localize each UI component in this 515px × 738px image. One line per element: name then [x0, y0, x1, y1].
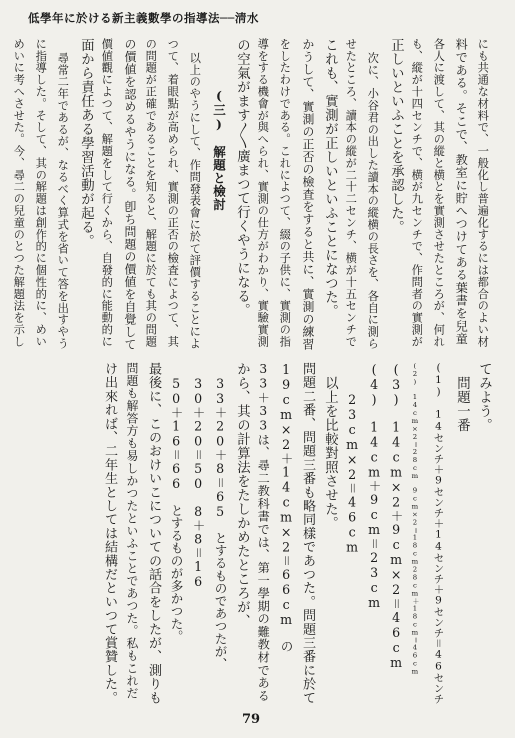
- text-column: てみよう。: [476, 362, 492, 432]
- text-column: に指導した。そして、其の解題は創作的に個性的に、めい: [34, 38, 48, 348]
- text-column: 尋常二年であるが、なるべく算式を省いて答を出すやう: [56, 52, 70, 350]
- math-column: (2) 14cm×2＝28cm 9cm×2＝18cm28cm＋18cm＝46cm: [410, 362, 419, 676]
- text-column: をしたわけである。これによつて、綴の子供に、實測の指: [278, 38, 292, 348]
- math-column: 50＋16＝66 とするものが多かつた。: [168, 376, 184, 643]
- text-column: 料である。そこで、教室に貯へつけてある葉書を兒童: [454, 38, 469, 346]
- text-column: 價値觀によつて、解題をして行くから、自發的に能動的に: [100, 38, 114, 348]
- text-column: 以上のやうにして、作問發表會に於て評價することによ: [188, 52, 202, 350]
- math-column: (3) 14cm×2＋9cm×2＝46cm: [388, 362, 404, 670]
- math-column: 19cm×2＋14cm×2＝66cm の: [278, 362, 294, 653]
- text-column: も、縱が十四センチで、横が九センチで、作問者の實測が: [410, 38, 424, 348]
- text-column: 次に、小谷君の出した讀本の縱横の長さを、各自に測ら: [366, 52, 380, 350]
- text-column: 導をする機會が與へられ、實測の仕方がわかり、實驗實測: [256, 38, 270, 348]
- text-column: の空氣がます〳〵廣まつて行くやうになる。: [234, 38, 250, 318]
- text-column: 各人に渡して、其の縱と横とを實測させたところが、何れ: [432, 38, 446, 348]
- text-column: 以上を比較對照させた。: [322, 376, 338, 530]
- text-column: 問題も解答方も易しかつたといふことであつた。私もこれだ: [124, 362, 139, 700]
- text-column: めいに考へさせた。今、尋二の兒童のとつた解題法を示し: [12, 38, 26, 348]
- text-column: これも、實測が正しいといふことになつた。: [322, 38, 338, 318]
- math-column: (4) 14cm＋9cm＝23cm: [366, 362, 382, 610]
- text-column: 最後に、このおけいこについての話合をしたが、測りも: [146, 362, 162, 705]
- page-number: 79: [242, 712, 261, 727]
- text-column: 問題二番、問題三番も略同樣であつた。問題三番に於て: [300, 362, 316, 705]
- text-column: 正しいといふことを承認した。: [388, 38, 404, 234]
- math-column: (1) 14センチ＋9センチ＋14センチ＋9センチ＝46センチ: [432, 362, 445, 704]
- text-column: 問題一番: [454, 376, 470, 432]
- text-column: の問題が正確であることを知ると、解題に於ても其の問題: [144, 38, 158, 348]
- text-column: にも共通な材料で、一般化し普遍化するには都合のよい材: [476, 38, 490, 348]
- text-column: せたところ、讀本の縱が二十二センチ、横が十五センチで: [344, 38, 358, 348]
- math-column: 23cm×2＝46cm: [344, 392, 360, 555]
- text-column: つて、着眼點が高められ、實測の正否の檢査によつて、其: [166, 38, 180, 348]
- math-column: 33＋20＋8＝65 とするものであつたが、: [212, 376, 228, 670]
- text-column: の價値を認めるやうになる。卽ち問題の價値を自覺して: [122, 38, 137, 351]
- text-column: け出來れば、二年生としては結構だといつて賞贊した。: [102, 362, 118, 705]
- text-column: 33＋33は、尋二教科書では、第一學期の難教材である: [256, 362, 271, 702]
- text-column: かうして、實測の正否の檢査をすると共に、實測の練習: [300, 38, 315, 351]
- text-column: から、其の計算法をたしかめたところが、: [234, 362, 250, 628]
- math-column: 30＋20＝50 8＋8＝16: [190, 376, 206, 589]
- text-column: 面から責任ある學習活動が起る。: [78, 38, 94, 248]
- running-header: 低學年に於ける新主義數學の指導法──淸水: [28, 11, 259, 25]
- section-heading: (三) 解題と檢討: [211, 88, 227, 211]
